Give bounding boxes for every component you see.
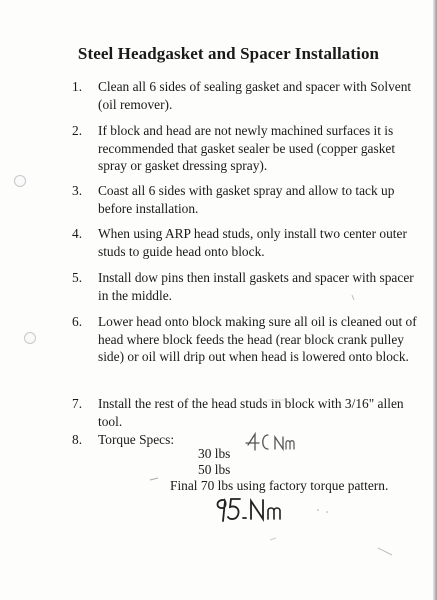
step-text: Lower head onto block making sure all oil is cleaned out of head where block feeds the head (rear block crank pulley side) or oil will drip out when head is lowered onto block.: [98, 314, 417, 364]
step-text: Clean all 6 sides of sealing gasket and spacer with Solvent (oil remover).: [98, 79, 412, 112]
step-number: 5.: [72, 270, 83, 285]
torque-spec-final: Final 70 lbs using factory torque pattern.: [170, 478, 389, 493]
step-text: Torque Specs:: [98, 432, 175, 447]
step-number: 4.: [72, 226, 83, 241]
step-number: 3.: [72, 183, 83, 198]
torque-spec-50: 50 lbs: [198, 462, 231, 477]
step-number: 6.: [72, 314, 83, 329]
step-number: 7.: [72, 396, 83, 411]
torque-spec-30: 30 lbs: [198, 446, 231, 461]
step-text: Coast all 6 sides with gasket spray and allow to tack up before installation.: [98, 183, 395, 216]
step-text: Install the rest of the head studs in block with 3/16" allen tool.: [98, 396, 404, 429]
step-text: Install dow pins then install gaskets and spacer with spacer in the middle.: [98, 270, 414, 303]
step-text: When using ARP head studs, only install two center outer studs to guide head onto block.: [98, 226, 407, 259]
step-number: 1.: [72, 79, 83, 94]
step-text: If block and head are not newly machined surfaces it is recommended that gasket sealer be used (copper gasket spray or gasket dressing spray).: [98, 123, 396, 173]
step-number: 2.: [72, 123, 83, 138]
page-title: Steel Headgasket and Spacer Installation: [77, 44, 380, 63]
step-number: 8.: [72, 432, 83, 447]
